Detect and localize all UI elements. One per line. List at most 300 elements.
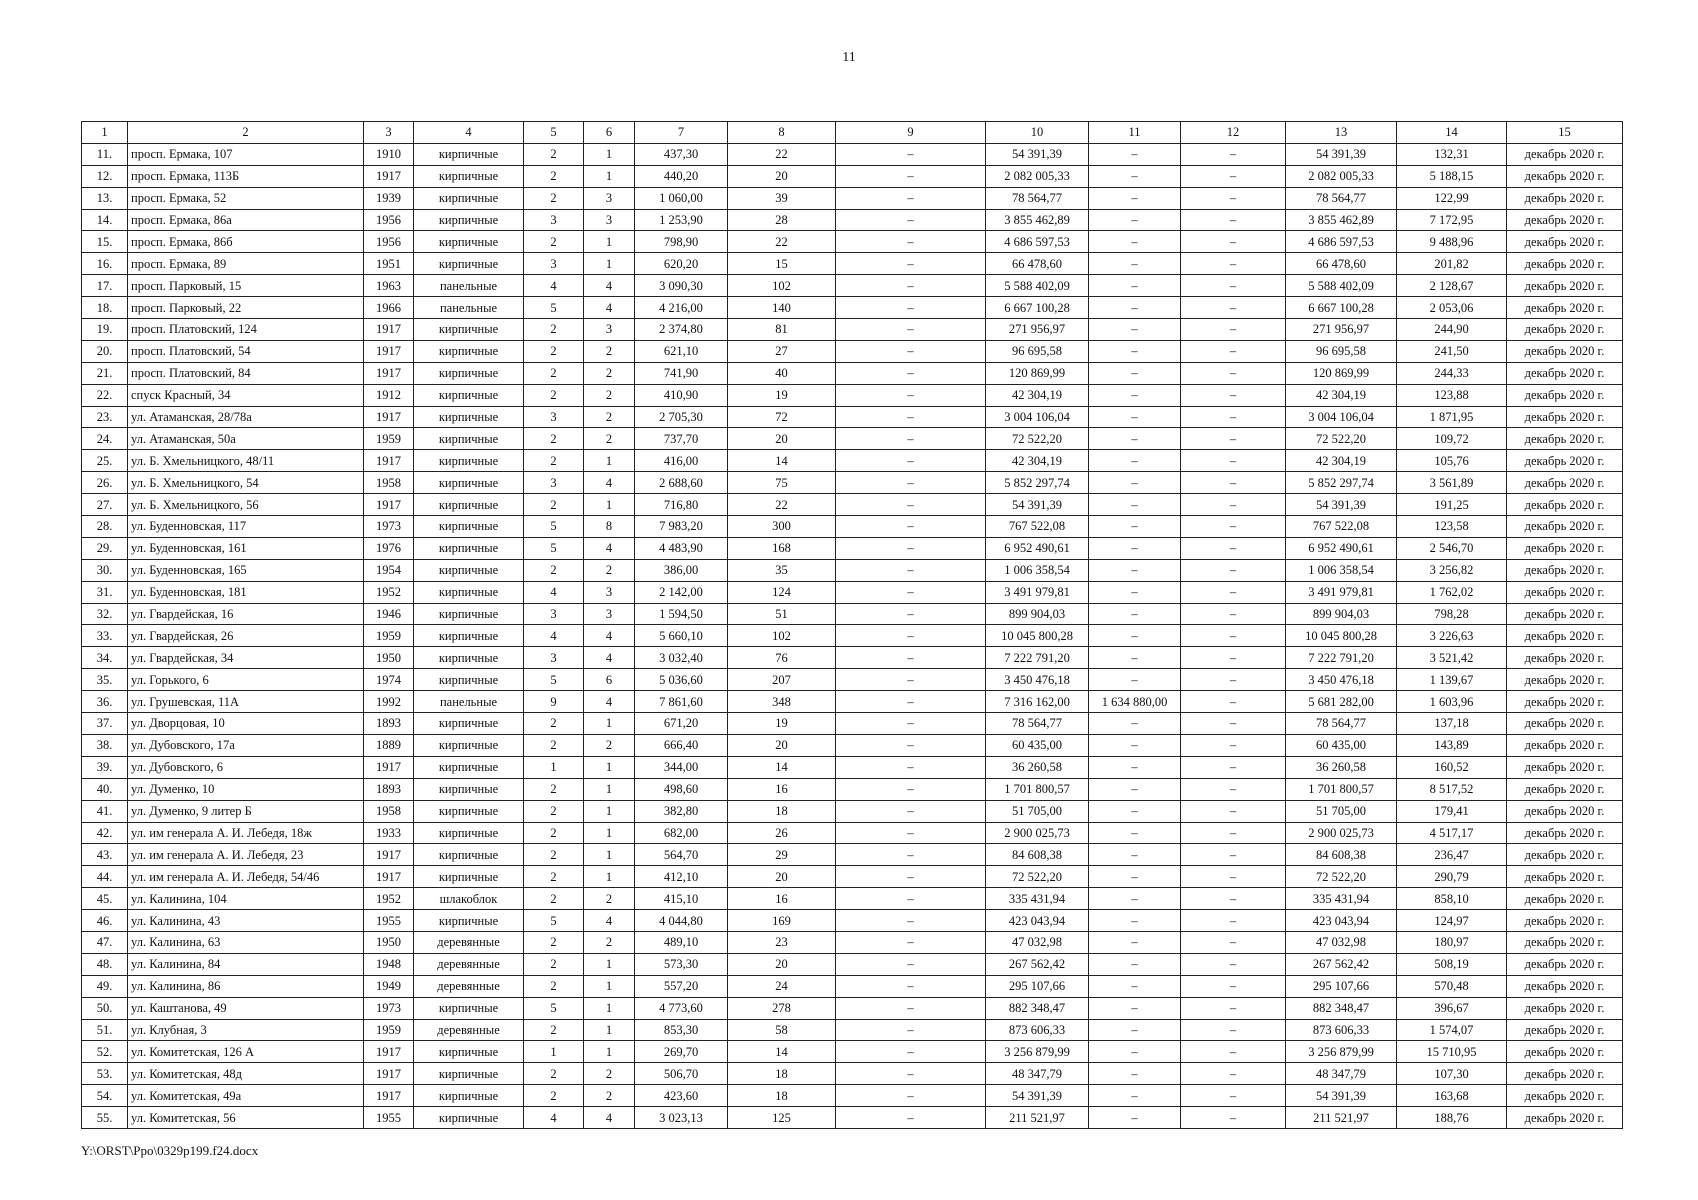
table-cell-col-3: 1959 [364,625,414,647]
table-row [82,581,1623,603]
table-cell-col-11: – [1089,1107,1181,1129]
table-cell-col-2: ул. Атаманская, 50а [128,428,364,450]
table-cell-col-3: 1952 [364,888,414,910]
table-cell-col-1: 54. [82,1085,128,1107]
table-cell-col-3: 1955 [364,1107,414,1129]
table-cell-col-4: кирпичные [414,866,524,888]
table-cell-col-1: 18. [82,297,128,319]
table-row [82,275,1623,297]
table-cell-col-12: – [1181,822,1286,844]
table-cell-col-7: 3 090,30 [635,275,728,297]
column-header-11: 11 [1089,122,1181,144]
table-cell-col-10: 10 045 800,28 [986,625,1089,647]
table-row [82,165,1623,187]
table-cell-col-6: 4 [584,472,635,494]
table-cell-col-6: 8 [584,516,635,538]
table-cell-col-12: – [1181,1085,1286,1107]
table-cell-col-4: кирпичные [414,1041,524,1063]
table-cell-col-3: 1992 [364,691,414,713]
table-cell-col-14: 179,41 [1397,800,1507,822]
table-cell-col-5: 2 [524,231,584,253]
table-cell-col-11: – [1089,319,1181,341]
table-cell-col-14: 2 546,70 [1397,537,1507,559]
table-cell-col-6: 1 [584,844,635,866]
column-header-5: 5 [524,122,584,144]
table-cell-col-4: кирпичные [414,1107,524,1129]
table-cell-col-2: ул. Каштанова, 49 [128,997,364,1019]
table-row [82,931,1623,953]
table-cell-col-8: 35 [728,559,836,581]
table-cell-col-15: декабрь 2020 г. [1507,297,1623,319]
table-cell-col-12: – [1181,866,1286,888]
table-cell-col-8: 102 [728,275,836,297]
table-cell-col-15: декабрь 2020 г. [1507,888,1623,910]
table-cell-col-2: спуск Красный, 34 [128,384,364,406]
table-cell-col-13: 6 667 100,28 [1286,297,1397,319]
table-cell-col-2: ул. Атаманская, 28/78а [128,406,364,428]
table-cell-col-1: 22. [82,384,128,406]
table-cell-col-11: – [1089,231,1181,253]
table-cell-col-15: декабрь 2020 г. [1507,516,1623,538]
table-cell-col-7: 7 861,60 [635,691,728,713]
table-cell-col-12: – [1181,537,1286,559]
table-cell-col-8: 207 [728,669,836,691]
table-cell-col-6: 1 [584,1041,635,1063]
table-cell-col-8: 51 [728,603,836,625]
table-cell-col-11: – [1089,625,1181,647]
table-cell-col-11: – [1089,888,1181,910]
table-cell-col-12: – [1181,428,1286,450]
table-cell-col-8: 20 [728,165,836,187]
table-cell-col-15: декабрь 2020 г. [1507,669,1623,691]
table-cell-col-11: – [1089,931,1181,953]
table-cell-col-5: 2 [524,187,584,209]
table-cell-col-1: 30. [82,559,128,581]
table-row [82,953,1623,975]
table-cell-col-4: панельные [414,297,524,319]
table-cell-col-10: 72 522,20 [986,866,1089,888]
table-cell-col-1: 55. [82,1107,128,1129]
table-cell-col-13: 3 256 879,99 [1286,1041,1397,1063]
table-cell-col-15: декабрь 2020 г. [1507,384,1623,406]
table-cell-col-5: 2 [524,953,584,975]
table-cell-col-8: 102 [728,625,836,647]
table-cell-col-9: – [836,275,986,297]
table-row [82,406,1623,428]
table-cell-col-15: декабрь 2020 г. [1507,603,1623,625]
table-cell-col-5: 4 [524,1107,584,1129]
table-cell-col-15: декабрь 2020 г. [1507,691,1623,713]
table-cell-col-15: декабрь 2020 г. [1507,866,1623,888]
table-cell-col-2: просп. Платовский, 54 [128,340,364,362]
table-cell-col-1: 43. [82,844,128,866]
column-header-14: 14 [1397,122,1507,144]
table-cell-col-7: 1 253,90 [635,209,728,231]
table-row [82,910,1623,932]
table-cell-col-5: 2 [524,340,584,362]
table-cell-col-3: 1952 [364,581,414,603]
table-cell-col-15: декабрь 2020 г. [1507,450,1623,472]
table-cell-col-6: 2 [584,406,635,428]
table-cell-col-9: – [836,953,986,975]
table-cell-col-10: 899 904,03 [986,603,1089,625]
table-cell-col-1: 36. [82,691,128,713]
table-cell-col-11: – [1089,253,1181,275]
table-cell-col-9: – [836,253,986,275]
table-cell-col-5: 2 [524,143,584,165]
column-header-12: 12 [1181,122,1286,144]
table-cell-col-6: 1 [584,450,635,472]
table-cell-col-7: 3 023,13 [635,1107,728,1129]
table-cell-col-13: 54 391,39 [1286,143,1397,165]
table-cell-col-9: – [836,691,986,713]
table-cell-col-8: 20 [728,734,836,756]
table-cell-col-8: 72 [728,406,836,428]
table-cell-col-4: кирпичные [414,669,524,691]
table-cell-col-7: 798,90 [635,231,728,253]
column-header-4: 4 [414,122,524,144]
table-cell-col-8: 19 [728,384,836,406]
table-row [82,778,1623,800]
table-cell-col-3: 1948 [364,953,414,975]
table-cell-col-7: 671,20 [635,713,728,735]
table-cell-col-3: 1974 [364,669,414,691]
table-cell-col-2: просп. Парковый, 22 [128,297,364,319]
table-cell-col-12: – [1181,450,1286,472]
table-cell-col-14: 1 139,67 [1397,669,1507,691]
table-cell-col-11: – [1089,472,1181,494]
table-cell-col-15: декабрь 2020 г. [1507,143,1623,165]
table-cell-col-12: – [1181,953,1286,975]
table-cell-col-5: 3 [524,603,584,625]
table-row [82,800,1623,822]
table-cell-col-15: декабрь 2020 г. [1507,1041,1623,1063]
table-cell-col-11: – [1089,910,1181,932]
table-cell-col-2: ул. Калинина, 104 [128,888,364,910]
table-cell-col-14: 124,97 [1397,910,1507,932]
table-cell-col-13: 60 435,00 [1286,734,1397,756]
buildings-table [81,121,1623,1129]
table-row [82,187,1623,209]
table-cell-col-8: 22 [728,494,836,516]
table-cell-col-3: 1917 [364,406,414,428]
table-cell-col-1: 29. [82,537,128,559]
table-cell-col-5: 5 [524,516,584,538]
table-cell-col-2: ул. Грушевская, 11А [128,691,364,713]
table-cell-col-14: 9 488,96 [1397,231,1507,253]
table-cell-col-14: 290,79 [1397,866,1507,888]
table-cell-col-2: ул. Гвардейская, 16 [128,603,364,625]
table-cell-col-10: 267 562,42 [986,953,1089,975]
table-cell-col-13: 271 956,97 [1286,319,1397,341]
table-cell-col-9: – [836,800,986,822]
table-cell-col-13: 10 045 800,28 [1286,625,1397,647]
table-cell-col-11: – [1089,559,1181,581]
table-cell-col-3: 1963 [364,275,414,297]
table-cell-col-12: – [1181,603,1286,625]
table-cell-col-10: 84 608,38 [986,844,1089,866]
table-cell-col-6: 4 [584,647,635,669]
table-cell-col-9: – [836,319,986,341]
table-cell-col-10: 3 004 106,04 [986,406,1089,428]
table-cell-col-1: 33. [82,625,128,647]
table-cell-col-14: 188,76 [1397,1107,1507,1129]
table-cell-col-1: 34. [82,647,128,669]
table-cell-col-14: 858,10 [1397,888,1507,910]
table-cell-col-12: – [1181,1019,1286,1041]
table-cell-col-3: 1949 [364,975,414,997]
table-cell-col-12: – [1181,494,1286,516]
table-cell-col-5: 9 [524,691,584,713]
table-cell-col-3: 1959 [364,1019,414,1041]
table-cell-col-9: – [836,340,986,362]
table-cell-col-6: 4 [584,297,635,319]
table-cell-col-14: 163,68 [1397,1085,1507,1107]
table-cell-col-12: – [1181,910,1286,932]
table-cell-col-13: 3 491 979,81 [1286,581,1397,603]
table-cell-col-5: 2 [524,778,584,800]
table-cell-col-7: 415,10 [635,888,728,910]
table-cell-col-7: 1 060,00 [635,187,728,209]
table-cell-col-6: 4 [584,537,635,559]
table-cell-col-6: 1 [584,756,635,778]
table-cell-col-6: 1 [584,253,635,275]
table-cell-col-7: 7 983,20 [635,516,728,538]
table-cell-col-14: 236,47 [1397,844,1507,866]
table-cell-col-13: 54 391,39 [1286,1085,1397,1107]
table-cell-col-11: – [1089,516,1181,538]
table-cell-col-3: 1917 [364,165,414,187]
table-row [82,516,1623,538]
table-cell-col-4: кирпичные [414,165,524,187]
table-cell-col-15: декабрь 2020 г. [1507,756,1623,778]
table-cell-col-13: 873 606,33 [1286,1019,1397,1041]
table-cell-col-11: – [1089,297,1181,319]
table-cell-col-6: 2 [584,1063,635,1085]
table-cell-col-9: – [836,910,986,932]
table-cell-col-2: ул. Комитетская, 49а [128,1085,364,1107]
table-cell-col-2: ул. Буденновская, 181 [128,581,364,603]
table-cell-col-2: просп. Ермака, 86а [128,209,364,231]
table-cell-col-11: – [1089,800,1181,822]
table-cell-col-10: 5 852 297,74 [986,472,1089,494]
table-cell-col-7: 3 032,40 [635,647,728,669]
table-cell-col-1: 51. [82,1019,128,1041]
table-cell-col-4: кирпичные [414,800,524,822]
table-cell-col-4: кирпичные [414,187,524,209]
table-cell-col-9: – [836,516,986,538]
table-cell-col-11: – [1089,953,1181,975]
table-cell-col-7: 269,70 [635,1041,728,1063]
table-cell-col-5: 2 [524,384,584,406]
table-cell-col-10: 78 564,77 [986,713,1089,735]
table-cell-col-12: – [1181,625,1286,647]
table-cell-col-2: просп. Ермака, 113Б [128,165,364,187]
table-cell-col-14: 137,18 [1397,713,1507,735]
table-cell-col-3: 1917 [364,756,414,778]
table-cell-col-15: декабрь 2020 г. [1507,713,1623,735]
table-cell-col-5: 2 [524,450,584,472]
table-cell-col-13: 1 006 358,54 [1286,559,1397,581]
table-cell-col-15: декабрь 2020 г. [1507,1019,1623,1041]
table-cell-col-15: декабрь 2020 г. [1507,910,1623,932]
table-cell-col-9: – [836,1019,986,1041]
table-cell-col-4: кирпичные [414,340,524,362]
table-cell-col-9: – [836,450,986,472]
table-cell-col-11: – [1089,1085,1181,1107]
table-cell-col-15: декабрь 2020 г. [1507,165,1623,187]
table-cell-col-8: 75 [728,472,836,494]
table-cell-col-11: – [1089,165,1181,187]
table-cell-col-1: 48. [82,953,128,975]
table-row [82,734,1623,756]
table-cell-col-3: 1946 [364,603,414,625]
table-cell-col-11: – [1089,975,1181,997]
table-cell-col-9: – [836,844,986,866]
table-cell-col-14: 3 256,82 [1397,559,1507,581]
table-cell-col-10: 120 869,99 [986,362,1089,384]
table-row [82,1107,1623,1129]
table-cell-col-9: – [836,406,986,428]
table-cell-col-10: 4 686 597,53 [986,231,1089,253]
table-cell-col-7: 2 142,00 [635,581,728,603]
table-cell-col-2: ул. Гвардейская, 26 [128,625,364,647]
table-header-row [82,122,1623,144]
table-cell-col-15: декабрь 2020 г. [1507,800,1623,822]
table-cell-col-12: – [1181,384,1286,406]
table-cell-col-4: кирпичные [414,428,524,450]
table-cell-col-5: 2 [524,1019,584,1041]
table-cell-col-6: 3 [584,319,635,341]
table-cell-col-14: 123,58 [1397,516,1507,538]
table-cell-col-13: 295 107,66 [1286,975,1397,997]
table-cell-col-15: декабрь 2020 г. [1507,494,1623,516]
table-cell-col-9: – [836,165,986,187]
table-row [82,428,1623,450]
table-cell-col-13: 6 952 490,61 [1286,537,1397,559]
table-cell-col-1: 31. [82,581,128,603]
table-cell-col-2: ул. Гвардейская, 34 [128,647,364,669]
table-cell-col-12: – [1181,931,1286,953]
table-cell-col-7: 4 483,90 [635,537,728,559]
table-cell-col-10: 60 435,00 [986,734,1089,756]
table-cell-col-3: 1893 [364,778,414,800]
table-cell-col-8: 22 [728,143,836,165]
table-cell-col-2: ул. Калинина, 63 [128,931,364,953]
table-cell-col-9: – [836,625,986,647]
table-cell-col-15: декабрь 2020 г. [1507,647,1623,669]
table-cell-col-6: 1 [584,165,635,187]
table-row [82,1085,1623,1107]
table-cell-col-11: – [1089,669,1181,691]
table-cell-col-3: 1910 [364,143,414,165]
table-cell-col-7: 416,00 [635,450,728,472]
table-cell-col-14: 244,33 [1397,362,1507,384]
table-cell-col-3: 1912 [364,384,414,406]
table-cell-col-9: – [836,187,986,209]
table-cell-col-6: 4 [584,1107,635,1129]
table-cell-col-4: кирпичные [414,581,524,603]
table-cell-col-9: – [836,231,986,253]
table-cell-col-1: 19. [82,319,128,341]
table-cell-col-11: – [1089,822,1181,844]
table-cell-col-8: 27 [728,340,836,362]
table-cell-col-13: 4 686 597,53 [1286,231,1397,253]
table-cell-col-14: 570,48 [1397,975,1507,997]
table-cell-col-6: 2 [584,384,635,406]
table-cell-col-13: 72 522,20 [1286,428,1397,450]
table-cell-col-14: 201,82 [1397,253,1507,275]
table-cell-col-15: декабрь 2020 г. [1507,844,1623,866]
table-cell-col-5: 2 [524,888,584,910]
table-cell-col-6: 1 [584,143,635,165]
table-cell-col-6: 4 [584,625,635,647]
table-cell-col-10: 78 564,77 [986,187,1089,209]
table-cell-col-3: 1956 [364,231,414,253]
table-cell-col-9: – [836,756,986,778]
table-cell-col-6: 1 [584,494,635,516]
table-cell-col-11: – [1089,778,1181,800]
table-cell-col-8: 20 [728,866,836,888]
table-cell-col-4: кирпичные [414,231,524,253]
table-cell-col-3: 1966 [364,297,414,319]
table-cell-col-9: – [836,778,986,800]
table-cell-col-10: 47 032,98 [986,931,1089,953]
table-cell-col-12: – [1181,472,1286,494]
table-cell-col-10: 96 695,58 [986,340,1089,362]
table-cell-col-10: 5 588 402,09 [986,275,1089,297]
table-cell-col-5: 2 [524,362,584,384]
table-cell-col-5: 5 [524,910,584,932]
table-cell-col-6: 1 [584,231,635,253]
table-row [82,143,1623,165]
table-cell-col-8: 81 [728,319,836,341]
table-cell-col-9: – [836,209,986,231]
table-cell-col-8: 29 [728,844,836,866]
table-cell-col-12: – [1181,275,1286,297]
table-cell-col-4: деревянные [414,1019,524,1041]
table-cell-col-4: кирпичные [414,450,524,472]
table-cell-col-2: просп. Ермака, 52 [128,187,364,209]
table-cell-col-15: декабрь 2020 г. [1507,253,1623,275]
table-cell-col-11: – [1089,844,1181,866]
table-cell-col-8: 14 [728,1041,836,1063]
table-cell-col-12: – [1181,581,1286,603]
table-cell-col-9: – [836,888,986,910]
table-cell-col-7: 412,10 [635,866,728,888]
table-cell-col-13: 84 608,38 [1286,844,1397,866]
table-cell-col-1: 46. [82,910,128,932]
table-cell-col-9: – [836,1041,986,1063]
table-cell-col-5: 2 [524,1085,584,1107]
table-cell-col-12: – [1181,669,1286,691]
table-cell-col-9: – [836,603,986,625]
table-cell-col-9: – [836,669,986,691]
table-cell-col-6: 2 [584,931,635,953]
table-cell-col-10: 6 667 100,28 [986,297,1089,319]
column-header-15: 15 [1507,122,1623,144]
table-cell-col-2: ул. Б. Хмельницкого, 56 [128,494,364,516]
table-cell-col-2: ул. им генерала А. И. Лебедя, 23 [128,844,364,866]
table-cell-col-10: 3 450 476,18 [986,669,1089,691]
table-cell-col-9: – [836,931,986,953]
table-cell-col-12: – [1181,1041,1286,1063]
table-cell-col-2: ул. Дубовского, 6 [128,756,364,778]
table-cell-col-15: декабрь 2020 г. [1507,1107,1623,1129]
table-row [82,822,1623,844]
table-cell-col-9: – [836,1063,986,1085]
table-row [82,384,1623,406]
